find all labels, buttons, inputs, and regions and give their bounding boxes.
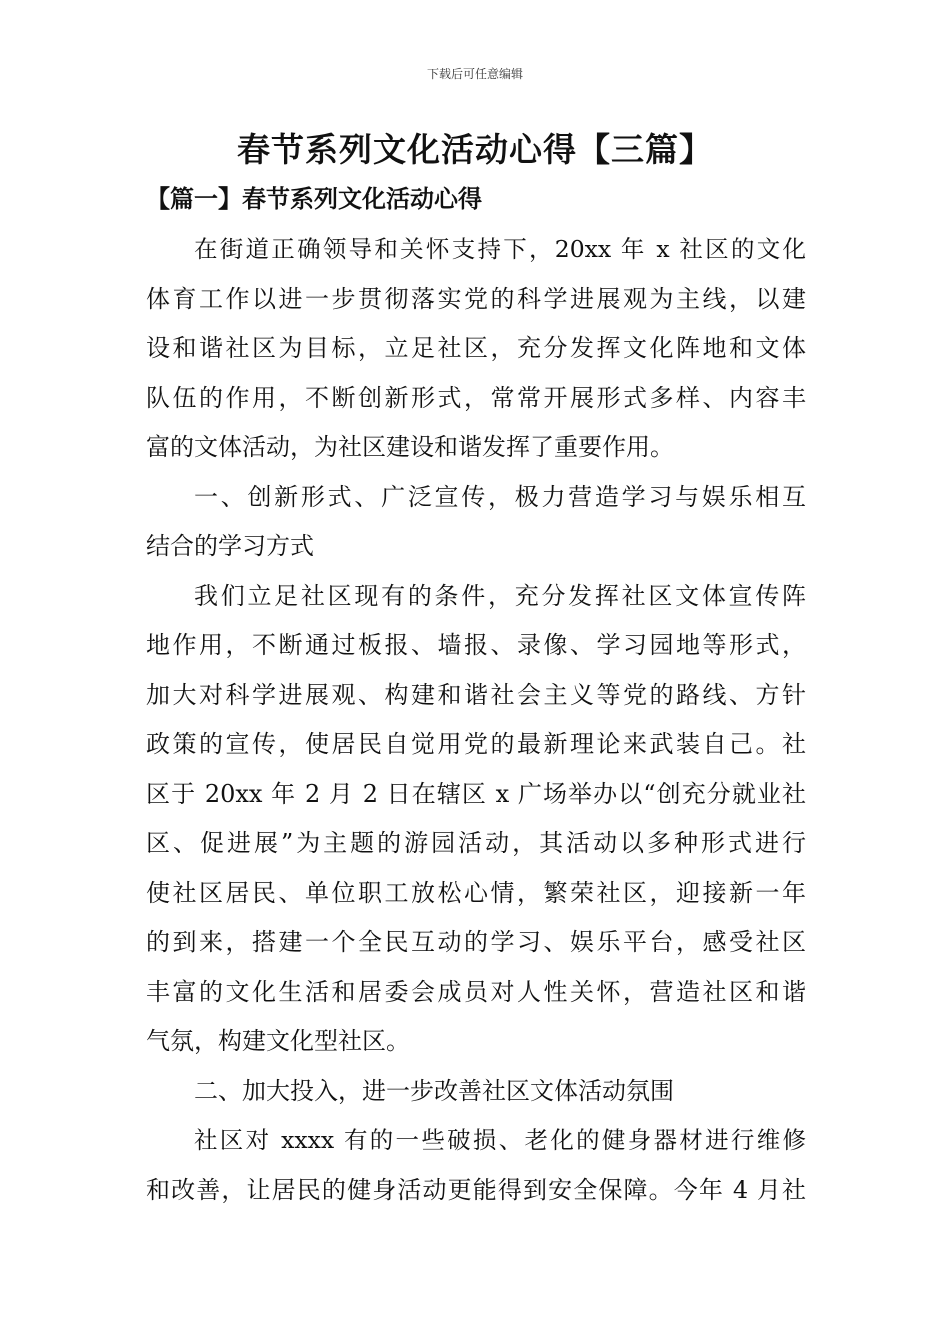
text-line: 体育工作以进一步贯彻落实党的科学进展观为主线，以建 — [146, 284, 806, 313]
paragraph — [146, 473, 806, 572]
text-line: 气氛，构建文化型社区。 — [146, 1027, 410, 1055]
text-line: 二、加大投入，进一步改善社区文体活动氛围 — [194, 1076, 674, 1105]
text-line: 在街道正确领导和关怀支持下，20xx 年 x 社区的文化 — [194, 235, 806, 263]
text-line: 一、创新形式、广泛宣传，极力营造学习与娱乐相互 — [194, 482, 806, 511]
text-line: 设和谐社区为目标，立足社区，充分发挥文化阵地和文体 — [146, 334, 806, 362]
text-line: 丰富的文化生活和居委会成员对人性关怀，营造社区和谐 — [146, 977, 806, 1006]
section-heading: 【篇一】春节系列文化活动心得 — [146, 184, 482, 213]
text-line: 地作用，不断通过板报、墙报、录像、学习园地等形式， — [146, 631, 806, 659]
paragraph — [146, 225, 806, 473]
paragraph — [146, 1067, 806, 1117]
text-line: 结合的学习方式 — [146, 532, 314, 560]
header-note: 下载后可任意编辑 — [426, 67, 523, 81]
text-line: 我们立足社区现有的条件，充分发挥社区文体宣传阵 — [194, 581, 806, 610]
text-line: 社区对 xxxx 有的一些破损、老化的健身器材进行维修 — [194, 1126, 806, 1154]
text-line: 加大对科学进展观、构建和谐社会主义等党的路线、方针 — [146, 680, 806, 709]
text-line: 使社区居民、单位职工放松心情，繁荣社区，迎接新一年 — [146, 878, 806, 907]
text-line: 政策的宣传，使居民自觉用党的最新理论来武装自己。社 — [146, 730, 806, 758]
document-body — [146, 225, 806, 1215]
text-line: 队伍的作用，不断创新形式，常常开展形式多样、内容丰 — [146, 383, 806, 412]
text-line: 富的文体活动，为社区建设和谐发挥了重要作用。 — [146, 433, 674, 461]
paragraph — [146, 1116, 806, 1215]
paragraph — [146, 572, 806, 1067]
text-line: 的到来，搭建一个全民互动的学习、娱乐平台，感受社区 — [146, 928, 806, 956]
document-title: 春节系列文化活动心得【三篇】 — [237, 130, 713, 169]
text-line: 区、促进展”为主题的游园活动，其活动以多种形式进行 — [146, 829, 806, 857]
text-line: 和改善，让居民的健身活动更能得到安全保障。今年 4 月社 — [146, 1175, 806, 1204]
text-line: 区于 20xx 年 2 月 2 日在辖区 x 广场举办以“创充分就业社 — [146, 779, 806, 808]
